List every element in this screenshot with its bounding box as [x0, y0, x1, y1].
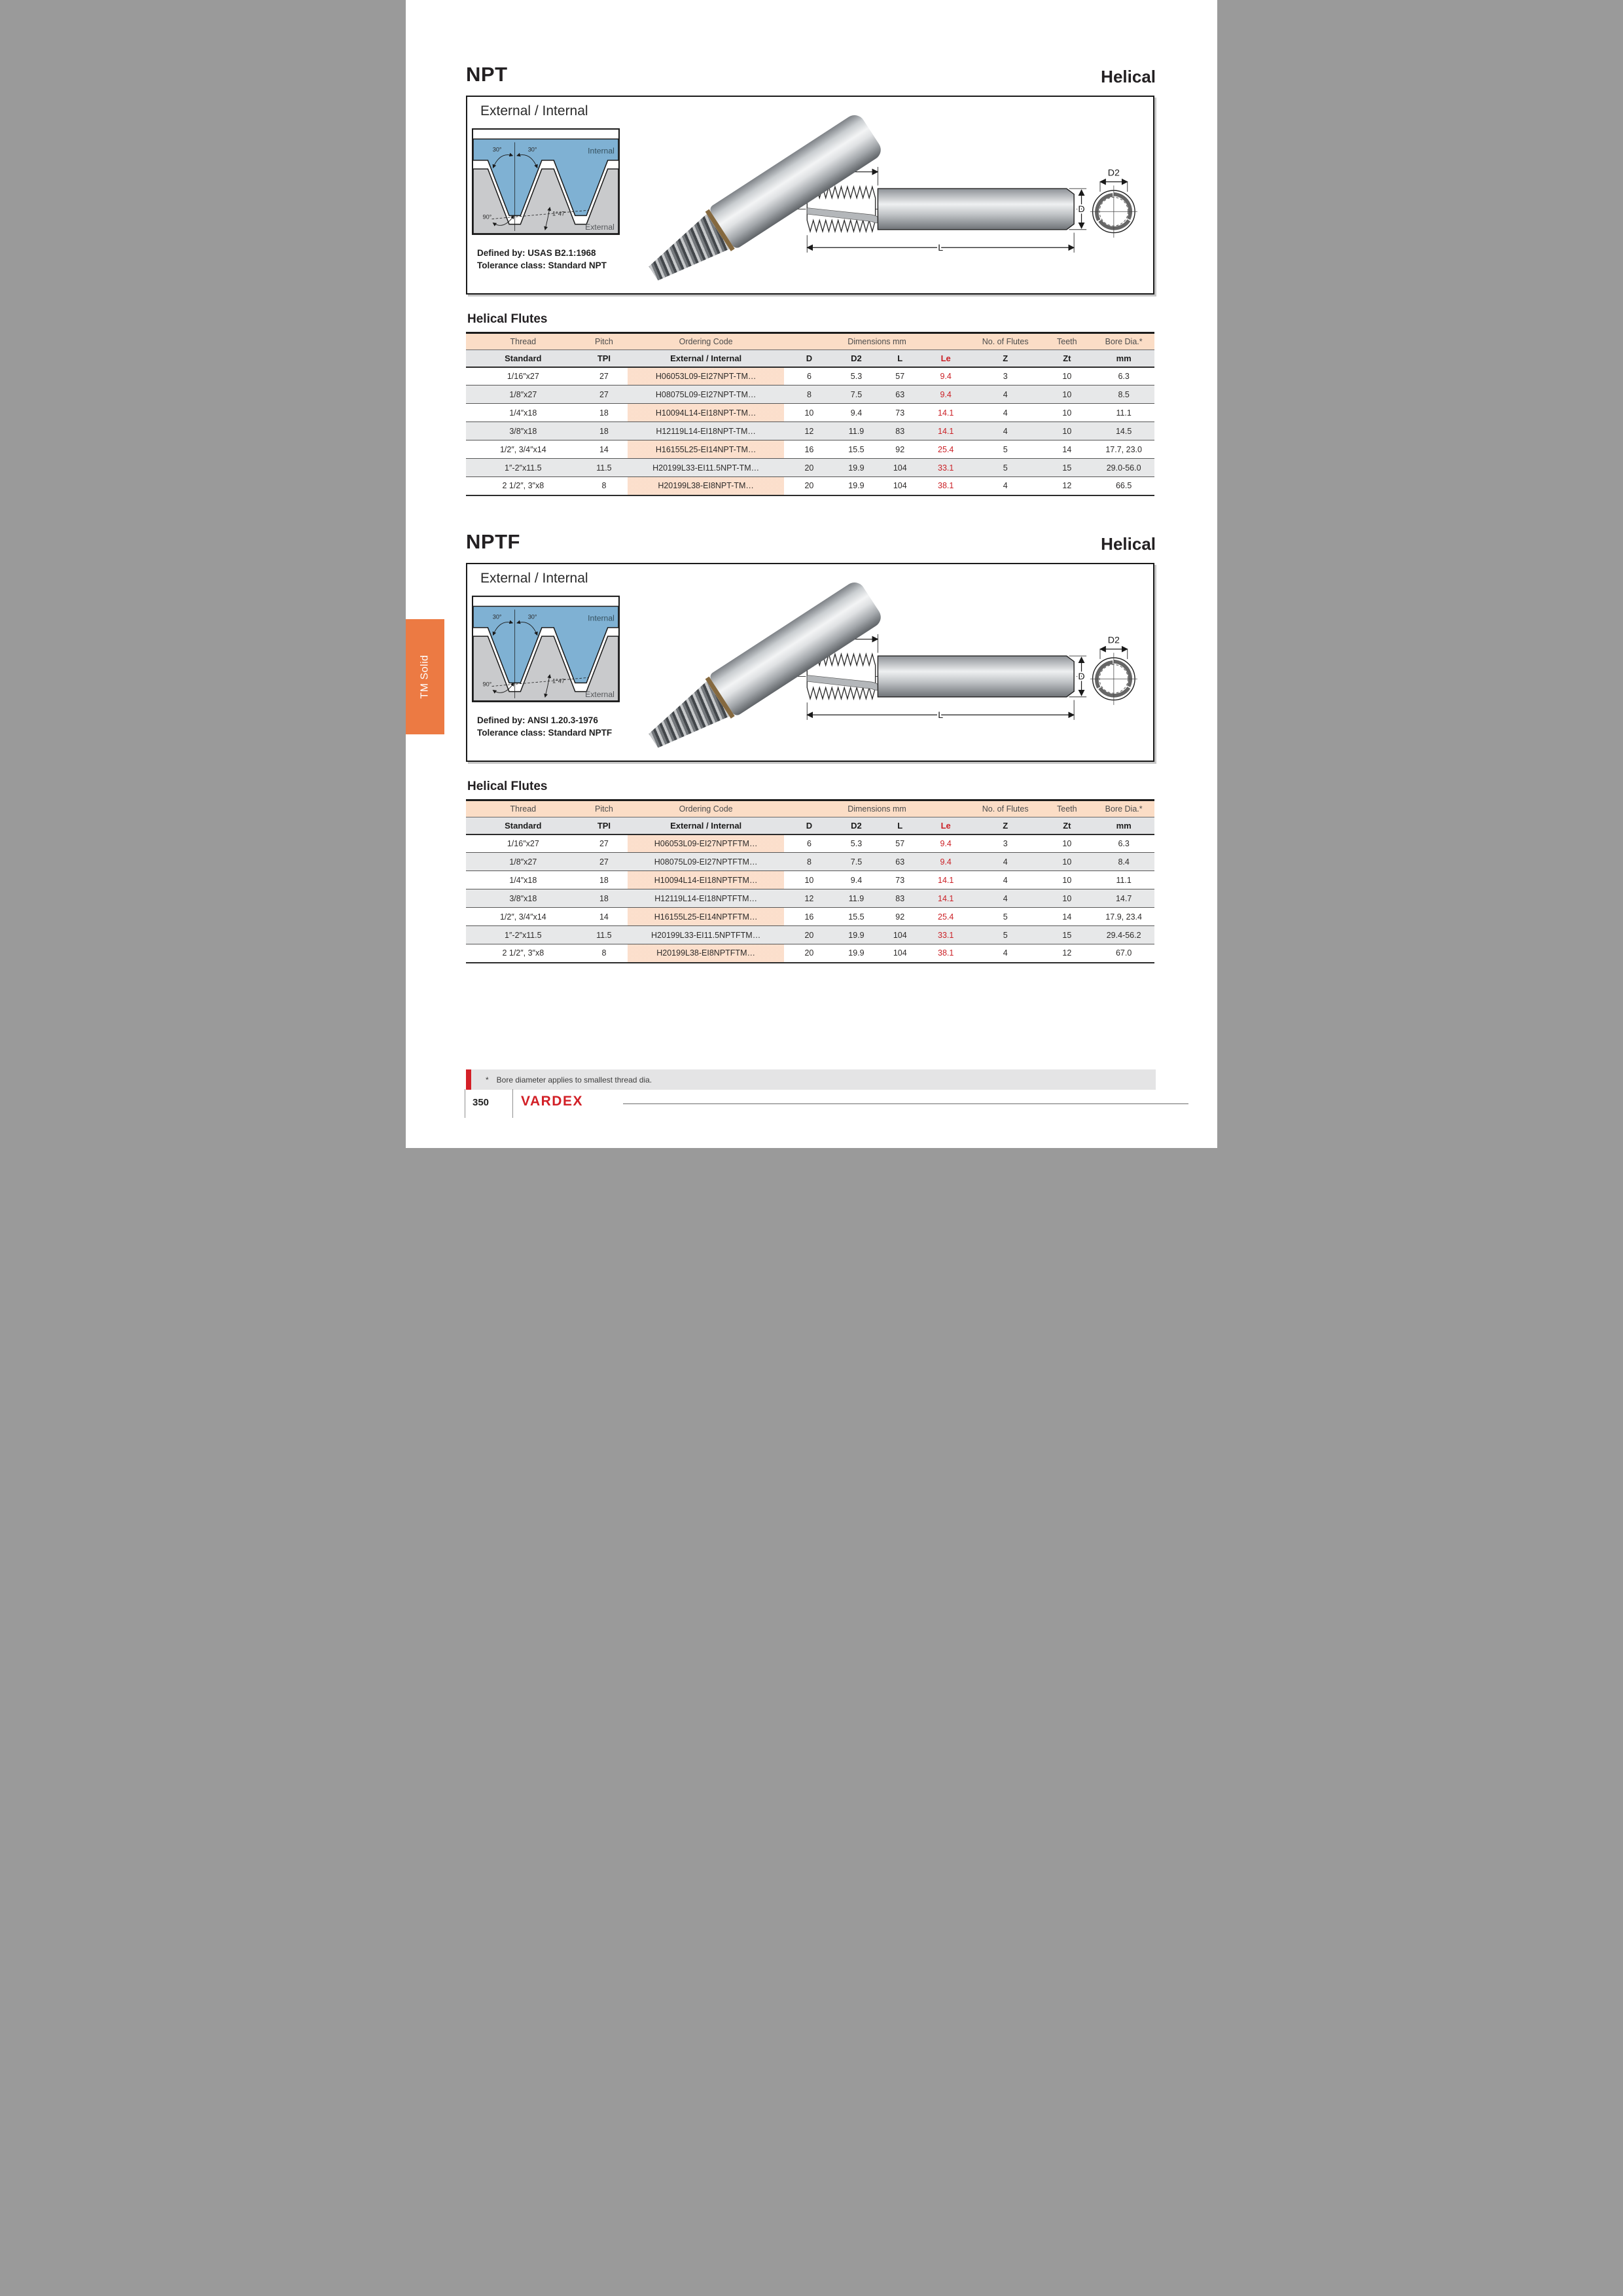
- column-header-ext-int: External / Internal: [628, 350, 784, 367]
- table-cell: 8.5: [1093, 386, 1154, 404]
- table-cell: 29.4-56.2: [1093, 926, 1154, 944]
- table-cell: 104: [878, 926, 921, 944]
- table-cell: 14: [580, 440, 628, 459]
- table-cell: 19.9: [834, 926, 878, 944]
- column-header-dimensions: Dimensions mm: [784, 800, 970, 817]
- footer-rule: [623, 1103, 1188, 1104]
- footnote-asterisk: *: [486, 1075, 489, 1085]
- page-footer: [406, 1088, 1217, 1121]
- table-cell: 27: [580, 834, 628, 853]
- table-cell: 4: [970, 944, 1041, 963]
- table-cell: 16: [784, 440, 834, 459]
- thread-profile-diagram: [472, 128, 620, 235]
- table-cell: 27: [580, 853, 628, 871]
- table-cell: H12119L14-EI18NPT-TM…: [628, 422, 784, 440]
- illustration-box-nptf: [466, 563, 1154, 762]
- table-cell: 11.1: [1093, 871, 1154, 889]
- table-cell: 14.1: [921, 889, 970, 908]
- column-header-ordering-code: Ordering Code: [628, 800, 784, 817]
- table-cell: 14.7: [1093, 889, 1154, 908]
- table-cell: 8: [784, 853, 834, 871]
- table-cell: 12: [1041, 944, 1093, 963]
- column-header-ordering-code: Ordering Code: [628, 333, 784, 350]
- label-d: D: [1078, 672, 1085, 683]
- footnote-accent-bar: [466, 1069, 471, 1090]
- shank: [878, 188, 1074, 230]
- label-d2: D2: [1107, 635, 1120, 646]
- standard-definition: [477, 715, 612, 740]
- thread-profile-diagram: [472, 596, 620, 702]
- tolerance-line: Tolerance class: Standard NPT: [477, 260, 607, 270]
- table-cell: 5.3: [834, 367, 878, 386]
- table-cell: 19.9: [834, 477, 878, 495]
- table-cell: 5: [970, 459, 1041, 477]
- table-cell: H20199L38-EI8NPT-TM…: [628, 477, 784, 495]
- section-title-nptf: NPTF: [466, 530, 520, 553]
- table-cell: H08075L09-EI27NPT-TM…: [628, 386, 784, 404]
- column-header-d2: D2: [834, 817, 878, 834]
- table-cell: 20: [784, 459, 834, 477]
- column-header-zt: Zt: [1041, 350, 1093, 367]
- table-cell: 3/8″x18: [466, 422, 580, 440]
- label-external: External: [585, 222, 615, 232]
- label-angle-left: 30°: [492, 613, 502, 620]
- label-angle-right: 30°: [527, 146, 537, 153]
- label-angle-right: 30°: [527, 613, 537, 620]
- table-cell: 1/8″x27: [466, 853, 580, 871]
- table-cell: 11.5: [580, 459, 628, 477]
- table-header-group-row: [466, 800, 1154, 817]
- label-d: D: [1078, 204, 1085, 215]
- column-header-tpi: TPI: [580, 350, 628, 367]
- label-taper-angle: 1°47': [552, 677, 566, 685]
- table-cell: 4: [970, 422, 1041, 440]
- section-title-npt: NPT: [466, 63, 508, 86]
- table-cell: 11.9: [834, 422, 878, 440]
- defined-by-line: Defined by: USAS B2.1:1968: [477, 248, 596, 258]
- column-header-le: Le: [921, 350, 970, 367]
- column-header-teeth: Teeth: [1041, 333, 1093, 350]
- table-cell: 5.3: [834, 834, 878, 853]
- table-cell: 17.9, 23.4: [1093, 908, 1154, 926]
- table-cell: 9.4: [921, 386, 970, 404]
- table-cell: 10: [1041, 367, 1093, 386]
- column-header-z: Z: [970, 350, 1041, 367]
- column-header-mm: mm: [1093, 817, 1154, 834]
- table-row: [466, 422, 1154, 440]
- table-cell: 10: [784, 871, 834, 889]
- table-cell: 3: [970, 834, 1041, 853]
- table-cell: 15: [1041, 926, 1093, 944]
- table-cell: 33.1: [921, 926, 970, 944]
- table-cell: 73: [878, 871, 921, 889]
- column-header-ext-int: External / Internal: [628, 817, 784, 834]
- table-cell: H16155L25-EI14NPT-TM…: [628, 440, 784, 459]
- table-cell: 14.1: [921, 404, 970, 422]
- table-cell: 33.1: [921, 459, 970, 477]
- table-row: [466, 477, 1154, 495]
- table-cell: 1/4″x18: [466, 871, 580, 889]
- table-row: [466, 926, 1154, 944]
- page-number: 350: [473, 1097, 490, 1108]
- table-cell: 11.5: [580, 926, 628, 944]
- table-cell: 12: [1041, 477, 1093, 495]
- column-header-pitch: Pitch: [580, 800, 628, 817]
- table-cell: 25.4: [921, 440, 970, 459]
- table-row: [466, 834, 1154, 853]
- table-cell: 17.7, 23.0: [1093, 440, 1154, 459]
- table-row: [466, 853, 1154, 871]
- column-header-bore: Bore Dia.*: [1093, 800, 1154, 817]
- table-cell: 15.5: [834, 908, 878, 926]
- column-header-z: Z: [970, 817, 1041, 834]
- table-cell: 1/2″, 3/4″x14: [466, 908, 580, 926]
- column-header-flutes: No. of Flutes: [970, 333, 1041, 350]
- table-cell: 14.1: [921, 422, 970, 440]
- label-taper-angle: 1°47': [552, 210, 566, 217]
- table-cell: 38.1: [921, 944, 970, 963]
- table-cell: 4: [970, 889, 1041, 908]
- column-header-standard: Standard: [466, 350, 580, 367]
- table-cell: 2 1/2″, 3″x8: [466, 944, 580, 963]
- table-cell: 9.4: [834, 871, 878, 889]
- table-cell: 1/16″x27: [466, 367, 580, 386]
- table-cell: 14: [1041, 440, 1093, 459]
- table-cell: 83: [878, 422, 921, 440]
- column-header-mm: mm: [1093, 350, 1154, 367]
- table-cell: 4: [970, 386, 1041, 404]
- table-cell: 14.1: [921, 871, 970, 889]
- table-cell: 7.5: [834, 386, 878, 404]
- table-row: [466, 889, 1154, 908]
- column-header-thread: Thread: [466, 800, 580, 817]
- table-cell: H06053L09-EI27NPT-TM…: [628, 367, 784, 386]
- defined-by-line: Defined by: ANSI 1.20.3-1976: [477, 715, 598, 725]
- table-cell: 6.3: [1093, 834, 1154, 853]
- table-cell: 14: [580, 908, 628, 926]
- table-cell: 4: [970, 853, 1041, 871]
- table-cell: 9.4: [921, 834, 970, 853]
- table-row: [466, 367, 1154, 386]
- column-header-d2: D2: [834, 350, 878, 367]
- table-cell: 92: [878, 440, 921, 459]
- table-cell: 18: [580, 889, 628, 908]
- table-subheader-row: [466, 817, 1154, 834]
- table-cell: H20199L33-EI11.5NPT-TM…: [628, 459, 784, 477]
- table-cell: 6: [784, 367, 834, 386]
- label-l: L: [938, 243, 944, 254]
- table-cell: 12: [784, 422, 834, 440]
- footnote-bar: [466, 1069, 1156, 1090]
- illustration-box-npt: [466, 96, 1154, 295]
- table-row: [466, 871, 1154, 889]
- table-cell: 10: [1041, 834, 1093, 853]
- table-cell: 67.0: [1093, 944, 1154, 963]
- brand-logo: VARDEX: [521, 1094, 583, 1109]
- label-internal: Internal: [588, 146, 615, 156]
- table-cell: H20199L38-EI8NPTFTM…: [628, 944, 784, 963]
- column-header-l: L: [878, 350, 921, 367]
- table-cell: 1/2″, 3/4″x14: [466, 440, 580, 459]
- table-cell: 18: [580, 404, 628, 422]
- table-cell: 3/8″x18: [466, 889, 580, 908]
- table-cell: 6.3: [1093, 367, 1154, 386]
- box-title: External / Internal: [480, 571, 588, 586]
- table-cell: 29.0-56.0: [1093, 459, 1154, 477]
- tolerance-line: Tolerance class: Standard NPTF: [477, 727, 613, 738]
- table-cell: 3: [970, 367, 1041, 386]
- table-cell: 10: [1041, 889, 1093, 908]
- table-header-group-row: [466, 333, 1154, 350]
- column-header-l: L: [878, 817, 921, 834]
- table-cell: 1/16″x27: [466, 834, 580, 853]
- table-cell: 11.9: [834, 889, 878, 908]
- label-angle-90: 90°: [482, 213, 492, 221]
- table-cell: 18: [580, 422, 628, 440]
- table-title-npt: Helical Flutes: [467, 312, 548, 326]
- table-cell: H10094L14-EI18NPT-TM…: [628, 404, 784, 422]
- table-cell: 27: [580, 367, 628, 386]
- table-row: [466, 944, 1154, 963]
- column-header-bore: Bore Dia.*: [1093, 333, 1154, 350]
- table-cell: 20: [784, 477, 834, 495]
- table-cell: 25.4: [921, 908, 970, 926]
- table-subheader-row: [466, 350, 1154, 367]
- table-cell: 1/4″x18: [466, 404, 580, 422]
- label-d2: D2: [1107, 168, 1120, 179]
- table-cell: 8: [580, 477, 628, 495]
- column-header-tpi: TPI: [580, 817, 628, 834]
- label-external: External: [585, 689, 615, 699]
- column-header-standard: Standard: [466, 817, 580, 834]
- table-cell: 9.4: [921, 367, 970, 386]
- table-cell: 104: [878, 944, 921, 963]
- footnote-content: [471, 1069, 1156, 1090]
- table-cell: 4: [970, 404, 1041, 422]
- catalog-page: [406, 0, 1217, 1148]
- side-tab-tm-solid: [406, 619, 444, 734]
- box-title: External / Internal: [480, 103, 588, 118]
- table-cell: 7.5: [834, 853, 878, 871]
- table-row: [466, 440, 1154, 459]
- table-cell: 83: [878, 889, 921, 908]
- table-cell: 14: [1041, 908, 1093, 926]
- table-row: [466, 459, 1154, 477]
- corner-label-helical-2: Helical: [1101, 534, 1156, 554]
- table-cell: 12: [784, 889, 834, 908]
- label-angle-90: 90°: [482, 681, 492, 688]
- corner-label-helical: Helical: [1101, 67, 1156, 86]
- footnote-text: Bore diameter applies to smallest thread dia.: [496, 1075, 652, 1085]
- nptf-spec-table: [466, 799, 1154, 963]
- table-cell: 66.5: [1093, 477, 1154, 495]
- table-cell: H12119L14-EI18NPTFTM…: [628, 889, 784, 908]
- table-cell: 16: [784, 908, 834, 926]
- table-cell: 63: [878, 386, 921, 404]
- table-cell: 92: [878, 908, 921, 926]
- table-cell: 27: [580, 386, 628, 404]
- npt-spec-table: [466, 332, 1154, 496]
- column-header-dimensions: Dimensions mm: [784, 333, 970, 350]
- label-internal: Internal: [588, 613, 615, 623]
- table-row: [466, 386, 1154, 404]
- table-cell: 8.4: [1093, 853, 1154, 871]
- column-header-d: D: [784, 350, 834, 367]
- table-cell: 19.9: [834, 944, 878, 963]
- table-cell: H06053L09-EI27NPTFTM…: [628, 834, 784, 853]
- table-cell: 73: [878, 404, 921, 422]
- table-cell: H08075L09-EI27NPTFTM…: [628, 853, 784, 871]
- table-cell: 4: [970, 871, 1041, 889]
- table-cell: 10: [1041, 422, 1093, 440]
- column-header-teeth: Teeth: [1041, 800, 1093, 817]
- table-cell: 4: [970, 477, 1041, 495]
- table-cell: 1″-2″x11.5: [466, 926, 580, 944]
- side-tab-label: TM Solid: [419, 655, 431, 699]
- table-cell: 20: [784, 944, 834, 963]
- column-header-flutes: No. of Flutes: [970, 800, 1041, 817]
- table-cell: 104: [878, 477, 921, 495]
- label-l: L: [938, 710, 944, 721]
- table-cell: 10: [1041, 386, 1093, 404]
- table-cell: 8: [580, 944, 628, 963]
- table-cell: 5: [970, 440, 1041, 459]
- column-header-pitch: Pitch: [580, 333, 628, 350]
- table-cell: 5: [970, 908, 1041, 926]
- table-cell: 57: [878, 367, 921, 386]
- column-header-thread: Thread: [466, 333, 580, 350]
- table-row: [466, 404, 1154, 422]
- table-cell: 2 1/2″, 3″x8: [466, 477, 580, 495]
- column-header-d: D: [784, 817, 834, 834]
- table-cell: 14.5: [1093, 422, 1154, 440]
- table-row: [466, 908, 1154, 926]
- standard-definition: [477, 247, 607, 272]
- table-cell: 8: [784, 386, 834, 404]
- table-cell: H16155L25-EI14NPTFTM…: [628, 908, 784, 926]
- table-title-nptf: Helical Flutes: [467, 780, 548, 793]
- table-cell: 1/8″x27: [466, 386, 580, 404]
- label-angle-left: 30°: [492, 146, 502, 153]
- table-cell: 9.4: [834, 404, 878, 422]
- table-cell: 18: [580, 871, 628, 889]
- table-cell: 10: [1041, 404, 1093, 422]
- table-cell: 20: [784, 926, 834, 944]
- table-cell: 9.4: [921, 853, 970, 871]
- column-header-le: Le: [921, 817, 970, 834]
- table-cell: 10: [1041, 871, 1093, 889]
- table-cell: 11.1: [1093, 404, 1154, 422]
- table-cell: 10: [1041, 853, 1093, 871]
- table-cell: 10: [784, 404, 834, 422]
- table-cell: 19.9: [834, 459, 878, 477]
- table-cell: 15.5: [834, 440, 878, 459]
- table-cell: 57: [878, 834, 921, 853]
- table-cell: H10094L14-EI18NPTFTM…: [628, 871, 784, 889]
- table-cell: 15: [1041, 459, 1093, 477]
- table-cell: 6: [784, 834, 834, 853]
- table-cell: 5: [970, 926, 1041, 944]
- footer-divider: [512, 1089, 513, 1118]
- table-cell: 63: [878, 853, 921, 871]
- column-header-zt: Zt: [1041, 817, 1093, 834]
- table-cell: 104: [878, 459, 921, 477]
- table-cell: H20199L33-EI11.5NPTFTM…: [628, 926, 784, 944]
- table-cell: 38.1: [921, 477, 970, 495]
- table-cell: 1″-2″x11.5: [466, 459, 580, 477]
